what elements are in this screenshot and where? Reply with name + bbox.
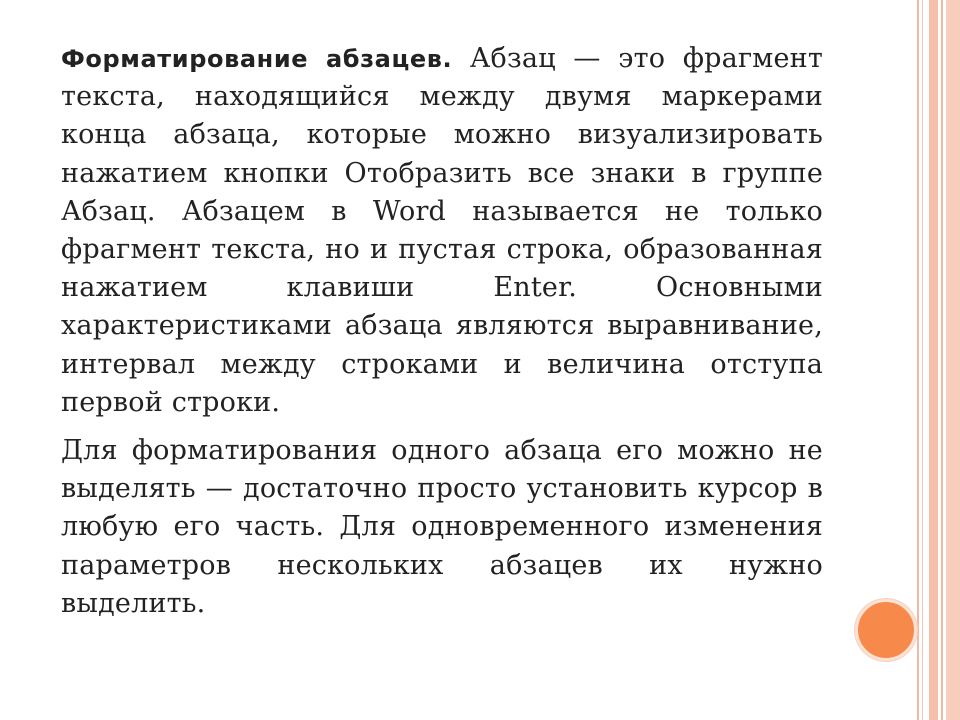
paragraph-1 — [61, 40, 823, 422]
border-stripe — [922, 0, 923, 720]
paragraph-heading: Форматирование абзацев. — [61, 45, 453, 73]
border-stripe — [917, 0, 919, 720]
border-stripe — [946, 0, 960, 720]
border-stripe — [941, 0, 943, 720]
orange-circle-decoration — [855, 599, 917, 661]
border-stripe — [929, 0, 938, 720]
paragraph-1-text: Абзац — это фрагмент текста, находящийся между двумя маркерами конца абзаца, которые можно визуализировать нажатием кнопки Отобразить все знаки в группе Абзац. Абзацем в Word называется не только фрагмент текста, но и пустая строка, образованная нажатием клавиши Enter. Основными характеристиками абзаца являются выравнивание, интервал между строками и величина отступа первой строки. — [61, 43, 824, 418]
paragraph-2: Для форматирования одного абзаца его можно не выделять — достаточно просто установить курсор в любую его часть. Для одновременного изменения параметров нескольких абзацев их нужно выделить. — [61, 435, 823, 619]
slide-body — [61, 40, 823, 633]
